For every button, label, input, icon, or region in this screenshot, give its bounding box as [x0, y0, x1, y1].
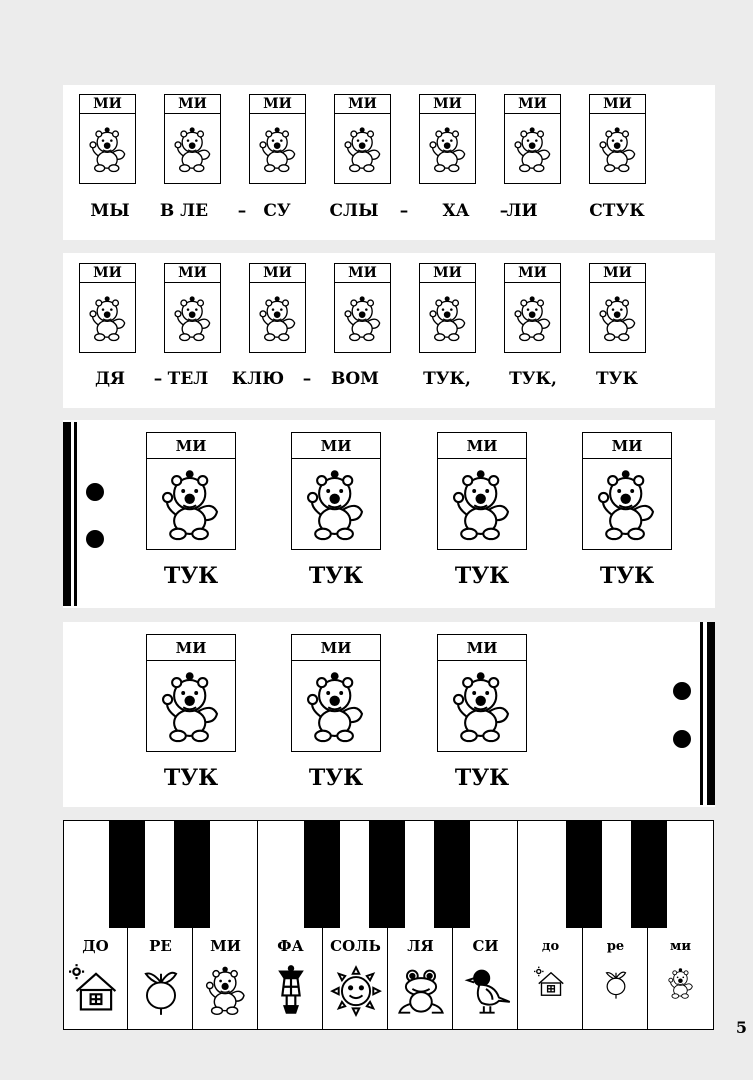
row1-syllable: –	[499, 201, 509, 221]
row1-syllable: –	[237, 201, 247, 221]
bear-icon	[664, 966, 698, 1000]
piano-key-label: СОЛЬ	[330, 937, 381, 955]
row1-syllable: СЛЫ	[329, 201, 379, 221]
bear-icon	[152, 663, 230, 749]
radish-icon	[599, 966, 633, 1004]
repeat-end-thin-bar	[700, 622, 703, 805]
bear-icon	[168, 285, 218, 351]
row4-syllable: ТУК	[163, 765, 219, 791]
note-label: МИ	[250, 264, 305, 283]
piano-key-label: ФА	[277, 937, 304, 955]
row2-syllable: ДЯ	[94, 369, 126, 389]
repeat-dot	[673, 682, 691, 700]
row3-note-card	[291, 432, 381, 550]
repeat-dot	[86, 530, 104, 548]
repeat-start-thick-bar	[63, 422, 71, 606]
piano-black-key[interactable]	[369, 820, 405, 928]
house-icon	[69, 963, 123, 1021]
row1-note-card	[249, 94, 306, 184]
bear-icon	[443, 461, 521, 547]
row2-note-card	[589, 263, 646, 353]
lantern-icon	[264, 963, 318, 1021]
row1-note-card	[589, 94, 646, 184]
note-label: МИ	[438, 433, 526, 459]
row2-syllable: –	[302, 369, 312, 389]
note-label: МИ	[147, 433, 235, 459]
piano-black-key[interactable]	[434, 820, 470, 928]
bear-icon	[199, 963, 253, 1017]
bear-icon	[83, 116, 133, 182]
row4-note-card	[437, 634, 527, 752]
note-label: МИ	[80, 95, 135, 114]
note-label: МИ	[80, 264, 135, 283]
row1-syllable: ЛИ	[506, 201, 538, 221]
bird-icon	[459, 963, 513, 1021]
repeat-start-thin-bar	[74, 422, 77, 606]
note-label: МИ	[505, 264, 560, 283]
row3-syllable: ТУК	[308, 563, 364, 589]
bear-icon	[593, 285, 643, 351]
note-label: МИ	[292, 635, 380, 661]
row2-syllable: ТУК	[596, 369, 638, 389]
piano-black-key[interactable]	[631, 820, 667, 928]
row2-note-card	[79, 263, 136, 353]
row2-note-card	[249, 263, 306, 353]
row1-note-card	[419, 94, 476, 184]
piano-key-label: ре	[606, 939, 625, 954]
note-label: МИ	[250, 95, 305, 114]
bear-icon	[593, 116, 643, 182]
row2-syllable: ТУК,	[423, 369, 471, 389]
note-label: МИ	[420, 95, 475, 114]
note-label: МИ	[335, 95, 390, 114]
row2-syllable: ВОМ	[331, 369, 379, 389]
frog-icon	[394, 963, 448, 1021]
row4-note-card	[146, 634, 236, 752]
piano-key-label: до	[541, 939, 560, 954]
row3-note-card	[437, 432, 527, 550]
bear-icon	[664, 966, 698, 1004]
note-label: МИ	[165, 264, 220, 283]
piano-key-label: РЕ	[149, 937, 172, 955]
row4-syllable: ТУК	[454, 765, 510, 791]
bear-icon	[297, 663, 375, 749]
note-label: МИ	[590, 95, 645, 114]
row3-syllable: ТУК	[599, 563, 655, 589]
piano-key-label: ДО	[82, 937, 109, 955]
row2-syllable: –	[153, 369, 163, 389]
row1-syllable: ХА	[442, 201, 470, 221]
bear-icon	[588, 461, 666, 547]
sun-icon	[329, 963, 383, 1021]
bear-icon	[338, 116, 388, 182]
page-number: 5	[735, 1018, 747, 1037]
note-label: МИ	[505, 95, 560, 114]
row2-note-card	[334, 263, 391, 353]
repeat-end-thick-bar	[707, 622, 715, 805]
piano-black-key[interactable]	[304, 820, 340, 928]
row1-syllable: СТУК	[589, 201, 645, 221]
repeat-dot	[673, 730, 691, 748]
piano-black-key[interactable]	[566, 820, 602, 928]
row2-note-card	[419, 263, 476, 353]
bear-icon	[338, 285, 388, 351]
bear-icon	[199, 963, 253, 1021]
bear-icon	[253, 285, 303, 351]
note-label: МИ	[583, 433, 671, 459]
row1-syllable: В ЛЕ	[159, 201, 209, 221]
bear-icon	[423, 116, 473, 182]
row3-note-card	[146, 432, 236, 550]
row2-note-card	[164, 263, 221, 353]
row2-syllable: ТЕЛ	[167, 369, 209, 389]
bear-icon	[423, 285, 473, 351]
note-label: МИ	[590, 264, 645, 283]
row1-syllable: –	[399, 201, 409, 221]
note-label: МИ	[292, 433, 380, 459]
bear-icon	[253, 116, 303, 182]
row4-note-card	[291, 634, 381, 752]
house-icon	[534, 966, 568, 1004]
row1-note-card	[79, 94, 136, 184]
row2-note-card	[504, 263, 561, 353]
row3-note-card	[582, 432, 672, 550]
bear-icon	[443, 663, 521, 749]
row2-syllable: КЛЮ	[231, 369, 285, 389]
bear-icon	[508, 285, 558, 351]
piano-black-key[interactable]	[174, 820, 210, 928]
repeat-dot	[86, 483, 104, 501]
row4-syllable: ТУК	[308, 765, 364, 791]
row1-syllable: МЫ	[90, 201, 130, 221]
radish-icon	[134, 963, 188, 1021]
row3-syllable: ТУК	[454, 563, 510, 589]
piano-key-label: ЛЯ	[407, 937, 434, 955]
bear-icon	[83, 285, 133, 351]
bear-icon	[168, 116, 218, 182]
bear-icon	[508, 116, 558, 182]
piano-black-key[interactable]	[109, 820, 145, 928]
row1-note-card	[504, 94, 561, 184]
piano-key-label: МИ	[210, 937, 241, 955]
row2-syllable: ТУК,	[509, 369, 557, 389]
row3-syllable: ТУК	[163, 563, 219, 589]
bear-icon	[152, 461, 230, 547]
row1-note-card	[164, 94, 221, 184]
note-label: МИ	[438, 635, 526, 661]
bear-icon	[297, 461, 375, 547]
row1-syllable: СУ	[263, 201, 291, 221]
piano-key-label: ми	[670, 939, 691, 954]
note-label: МИ	[147, 635, 235, 661]
note-label: МИ	[335, 264, 390, 283]
note-label: МИ	[165, 95, 220, 114]
piano-key-label: СИ	[472, 937, 499, 955]
row1-note-card	[334, 94, 391, 184]
note-label: МИ	[420, 264, 475, 283]
